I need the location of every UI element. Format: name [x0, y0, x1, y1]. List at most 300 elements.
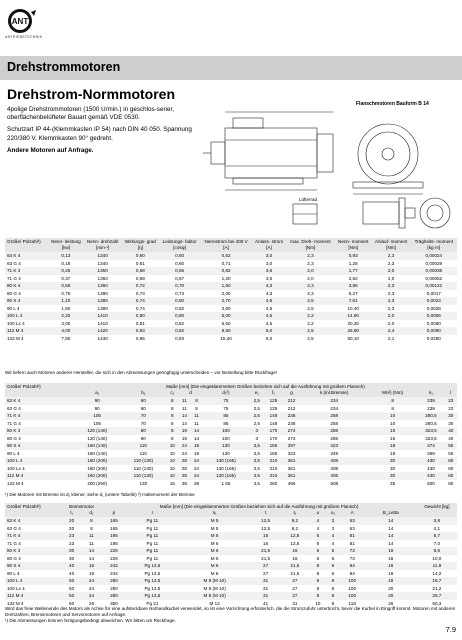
- column-header: Nennstrom bei 400 V: [200, 238, 252, 244]
- table-cell: 12,5: [261, 525, 271, 531]
- table-cell: 130: [139, 480, 148, 486]
- table-cell: 239: [417, 397, 444, 405]
- table-cell: 132 M 4: [7, 480, 24, 486]
- table-cell: 132 M 4: [7, 335, 24, 341]
- table-cell: 80: [140, 435, 146, 441]
- table-cell: 26,90: [335, 327, 372, 335]
- table-cell: 50: [445, 442, 457, 450]
- table-cell: 1,20: [221, 275, 231, 281]
- table-cell: 2,5: [253, 405, 260, 411]
- intro-paragraph-1: 4polige Drehstrommotoren (1500 U/min.) in geschlos-sener, oberflächenbelüfteter Bauart gemäß VDE 0530.: [7, 106, 174, 122]
- table-row: [5, 260, 457, 268]
- table-cell: 4: [331, 540, 335, 546]
- table-cell: 406: [301, 472, 368, 480]
- table-cell: 14: [178, 412, 190, 420]
- table-cell: 160 (200): [74, 457, 121, 465]
- table-cell: 2,2: [307, 320, 314, 326]
- table-cell: 0,37: [61, 275, 71, 281]
- table-cell: 8: [195, 405, 198, 411]
- table-row: [5, 517, 457, 525]
- table-cell: 0,69: [135, 275, 145, 281]
- table-cell: 16: [365, 547, 417, 555]
- table-cell: 2,5: [249, 412, 264, 420]
- table-row: [5, 585, 457, 593]
- table-cell: 1380: [84, 297, 122, 305]
- intro-paragraph-3: Andere Motoren auf Anfrage.: [7, 146, 94, 154]
- table-cell: 41: [263, 600, 269, 606]
- table-cell: 105: [74, 412, 121, 420]
- table-cell: 0,82: [159, 327, 200, 335]
- table-cell: 120 (140): [87, 435, 107, 441]
- table-cell: 600: [427, 480, 435, 486]
- table-cell: 0,0028: [426, 305, 441, 311]
- table-cell: 238: [283, 412, 301, 420]
- table-cell: 170: [264, 427, 282, 435]
- column-header: max. Dreh- moment: [286, 238, 335, 244]
- column-header: l₁: [62, 509, 82, 517]
- table-cell: 132 M 4: [7, 600, 24, 606]
- table-cell: Pg 11: [146, 525, 159, 531]
- table-cell: 0,83: [122, 327, 160, 335]
- table-cell: Pg 11: [146, 555, 159, 561]
- table-cell: 430: [427, 465, 435, 471]
- table-cell: 2,5: [249, 397, 264, 405]
- table-cell: 3,5: [249, 457, 264, 465]
- table-cell: 2,5: [307, 335, 314, 341]
- table-cell: 31: [292, 600, 298, 606]
- table-row: [5, 442, 457, 450]
- table-cell: 100 L 4: [5, 312, 48, 320]
- electrical-data-table: [5, 238, 457, 342]
- table-cell: 5,7: [417, 532, 457, 540]
- column-header: d₁: [82, 509, 102, 517]
- table-cell: 0,0023: [411, 297, 457, 305]
- unit-cell: [min-¹]: [84, 244, 122, 252]
- column-header: g: [283, 389, 301, 397]
- table-cell: 6: [310, 547, 327, 555]
- table-cell: 5: [310, 532, 327, 540]
- table-cell: 4: [310, 517, 327, 525]
- table-cell: 322: [287, 450, 296, 456]
- table-cell: 323,5: [425, 435, 437, 441]
- table-cell: 2,3: [387, 290, 395, 296]
- table-cell: 508: [330, 480, 339, 486]
- table-cell: 0,70: [159, 282, 200, 290]
- table-cell: 0,0017: [426, 290, 441, 296]
- table-cell: 14,90: [335, 312, 372, 320]
- table-cell: M 12: [209, 600, 220, 606]
- table-cell: 226: [110, 555, 118, 561]
- column-header: Größe/ Polzahl¹): [5, 503, 62, 517]
- section-heading: Drehstrom-Normmotoren: [7, 86, 176, 102]
- column-header: Nenn- moment: [335, 238, 372, 244]
- table-cell: 63: [340, 517, 365, 525]
- dimension-table: [5, 383, 457, 487]
- page-number: 7.9: [445, 625, 456, 634]
- table-cell: 18: [368, 442, 418, 450]
- table-cell: 14: [88, 555, 95, 561]
- table-cell: 10,0: [432, 555, 442, 561]
- table-cell: 20: [62, 517, 82, 525]
- table-unit-row: [5, 244, 457, 252]
- table-cell: 27: [263, 570, 269, 576]
- table-cell: 11: [182, 405, 187, 411]
- table-header-row: [5, 509, 457, 517]
- table-cell: 195: [101, 532, 126, 540]
- table-cell: 15,40: [220, 335, 232, 341]
- table-cell: 100: [340, 577, 365, 585]
- table-cell: 84: [349, 570, 355, 576]
- table-cell: 27: [280, 577, 309, 585]
- table-cell: 0,68: [122, 267, 160, 275]
- table-cell: Pg 13,5: [126, 577, 178, 585]
- table-cell: 10,40: [347, 305, 359, 311]
- table-cell: 323: [301, 442, 368, 450]
- table-row: [5, 592, 457, 600]
- table-cell: 1340: [84, 252, 122, 260]
- table-cell: 0,85: [135, 335, 145, 341]
- table-cell: 20: [365, 592, 417, 600]
- table-cell: 6,0: [265, 335, 273, 341]
- table-cell: 63 G 4: [7, 525, 21, 531]
- table-cell: 10: [166, 472, 178, 480]
- table-cell: 0,75: [61, 290, 71, 296]
- table-cell: 8: [368, 397, 418, 405]
- table-cell: 258: [301, 412, 368, 420]
- table-cell: 40: [62, 562, 82, 570]
- column-header: Anlauf- moment: [372, 238, 411, 244]
- table-cell: 20,30: [347, 320, 359, 326]
- table-row: [5, 252, 457, 260]
- table-cell: 73: [340, 547, 365, 555]
- table-row: [5, 450, 457, 458]
- table-cell: 10: [169, 450, 175, 456]
- table-row: [5, 312, 457, 320]
- table-cell: 160 (140): [87, 450, 107, 456]
- column-header: Nenn- leistung: [48, 238, 84, 244]
- table-cell: 14: [181, 420, 187, 426]
- table-cell: 3,5: [253, 465, 260, 471]
- table-cell: 4,5: [265, 320, 273, 326]
- table-cell: 8: [310, 562, 327, 570]
- table-cell: 0,67: [175, 275, 185, 281]
- table-cell: 10: [166, 457, 178, 465]
- table-cell: 2,3: [307, 260, 314, 266]
- table-cell: 212: [283, 397, 301, 405]
- table-cell: 0,60: [175, 260, 185, 266]
- unit-cell: [Nm]: [286, 244, 335, 252]
- table-cell: 280,5: [417, 412, 444, 420]
- column-header: b₁: [120, 389, 166, 397]
- table-cell: 1430: [97, 335, 108, 341]
- table-cell: 0,83: [175, 335, 185, 341]
- table-cell: 0,82: [200, 267, 252, 275]
- table-cell: 8: [170, 420, 174, 426]
- table-cell: 285: [301, 427, 368, 435]
- table-cell: 3: [255, 435, 259, 441]
- table-cell: 8: [170, 435, 174, 441]
- table-row: [5, 480, 457, 488]
- table-cell: 408: [301, 457, 368, 465]
- table-cell: 3,8: [417, 517, 457, 525]
- table-cell: 0,72: [122, 282, 160, 290]
- table-cell: 3,5: [249, 442, 264, 450]
- table-cell: 23: [445, 397, 457, 405]
- table-cell: 35: [390, 480, 396, 486]
- group-header: Maße [mm] (Die eingeklammerten Größen beziehen sich auf die Ausführung mit großem Flansch): [74, 383, 457, 389]
- table-cell: 11: [89, 540, 94, 546]
- table-cell: 10: [315, 600, 321, 606]
- table-cell: 60: [120, 397, 166, 405]
- table-cell: 125: [264, 397, 282, 405]
- table-cell: 14: [190, 427, 202, 435]
- table-row: [5, 540, 457, 548]
- table-cell: 90 L 4: [7, 450, 20, 456]
- unit-cell: [kw]: [48, 244, 84, 252]
- table-cell: 27: [251, 562, 280, 570]
- table-cell: 14: [365, 517, 417, 525]
- table-cell: 23: [69, 540, 75, 546]
- table-cell: 84: [340, 562, 365, 570]
- note-brake: ¹) Die Motoren mit Bremse ist d₁ kleiner, siehe d₁ (untere Tabelle) ²) Haltemoment der Bremse: [5, 492, 195, 497]
- table-cell: 19: [82, 562, 102, 570]
- table-cell: 130 (165): [216, 465, 236, 471]
- table-cell: 258: [330, 420, 339, 426]
- table-cell: 5,00: [200, 312, 252, 320]
- table-cell: 71 G 4: [7, 420, 21, 426]
- table-cell: 63 G 4: [7, 260, 21, 266]
- table-cell: 8: [331, 600, 335, 606]
- table-cell: 348: [330, 450, 339, 456]
- flange-label: Flanschmotoren Bauform B 14: [356, 101, 429, 107]
- table-cell: 21,5: [280, 562, 309, 570]
- table-cell: 10: [169, 465, 175, 471]
- table-cell: 5: [326, 547, 339, 555]
- table-cell: 361: [287, 465, 296, 471]
- note-handcrank: Wird das freie Wellenende des Motors als Achse für eine aufsteckbare Nothandkurbel verwendet, so ist eine Vorrichtung erforderlich, die die Stromzufuhr unterbricht, bevor die Kurbel in Eingriff kommt. Motoren mit anderen Drehzahlen, Bremsmotoren und Servomotoren auf Anfrage.: [5, 606, 456, 617]
- table-cell: 130: [222, 450, 230, 456]
- table-cell: 4,3: [265, 290, 273, 296]
- table-cell: 30: [445, 412, 457, 420]
- table-cell: 280: [101, 577, 126, 585]
- group-header: Maße [mm] (Die eingeklammerten Größen beziehen sich auf die Ausführung mit großem Flansch): [101, 503, 416, 509]
- table-cell: 3,5: [265, 275, 273, 281]
- table-cell: 10: [368, 412, 418, 420]
- table-cell: 0,61: [135, 260, 145, 266]
- table-cell: 12,5: [280, 532, 309, 540]
- table-cell: 6: [316, 555, 320, 561]
- column-header: Anlass- strom: [252, 238, 286, 244]
- table-cell: 90: [94, 405, 100, 411]
- table-row: [5, 435, 457, 443]
- table-cell: 110: [139, 450, 147, 456]
- table-cell: 0,73: [135, 290, 145, 296]
- table-row: [5, 532, 457, 540]
- table-cell: 2,5: [286, 327, 335, 335]
- table-cell: 118: [348, 600, 356, 606]
- table-cell: 210: [264, 457, 282, 465]
- table-cell: 8: [166, 397, 178, 405]
- table-cell: 165: [110, 525, 118, 531]
- table-cell: 90 S 4: [5, 562, 62, 570]
- table-cell: 14: [388, 525, 394, 531]
- table-row: [5, 290, 457, 298]
- table-cell: 20: [388, 585, 394, 591]
- table-row: [5, 412, 457, 420]
- table-cell: 21,5: [251, 547, 280, 555]
- table-row: [5, 327, 457, 335]
- table-cell: 0,18: [61, 260, 71, 266]
- table-cell: 430: [417, 472, 444, 480]
- table-row: [5, 420, 457, 428]
- table-cell: 11,9: [417, 562, 457, 570]
- table-cell: 60: [140, 405, 146, 411]
- column-header: Wirkungs- grad: [122, 238, 160, 244]
- table-cell: Pg 21: [146, 600, 159, 606]
- table-cell: Pg 11: [146, 540, 159, 546]
- table-cell: 71 K 4: [5, 532, 62, 540]
- table-cell: 7,50: [61, 335, 71, 341]
- table-cell: 0,00122: [411, 282, 457, 290]
- table-cell: 148: [269, 420, 278, 426]
- table-cell: 16: [388, 570, 394, 576]
- table-cell: 30: [69, 555, 75, 561]
- table-cell: 210: [269, 465, 278, 471]
- table-cell: 3,5: [252, 267, 286, 275]
- logo-text: ANT: [11, 17, 29, 26]
- table-cell: 23: [448, 405, 454, 411]
- table-cell: 19: [88, 570, 95, 576]
- table-row: [5, 427, 457, 435]
- table-cell: 12,5: [290, 540, 300, 546]
- table-cell: 399: [427, 450, 435, 456]
- table-cell: 148: [264, 412, 282, 420]
- table-cell: 361: [283, 457, 301, 465]
- table-cell: M 6: [210, 555, 219, 561]
- table-cell: 3: [326, 517, 339, 525]
- table-cell: 80: [120, 427, 166, 435]
- column-header: k (inl.Bremse): [301, 389, 368, 397]
- table-cell: 4,3: [252, 282, 286, 290]
- table-cell: 19: [181, 435, 187, 441]
- table-cell: 2,0: [387, 320, 395, 326]
- table-cell: 350: [110, 600, 118, 606]
- table-cell: 8: [90, 525, 93, 531]
- table-cell: 81: [349, 540, 355, 546]
- table-row: [5, 555, 457, 563]
- table-row: [5, 282, 457, 290]
- table-row: [5, 547, 457, 555]
- table-cell: 80: [448, 480, 454, 486]
- table-cell: 280: [110, 585, 118, 591]
- table-cell: 2,3: [372, 297, 411, 305]
- table-cell: 100 L 4: [5, 457, 74, 465]
- table-cell: 80 G 4: [7, 290, 21, 296]
- table-cell: 1,28: [348, 260, 358, 266]
- table-cell: 3,00: [61, 320, 71, 326]
- table-cell: 430: [417, 457, 444, 465]
- table-cell: 0,82: [175, 320, 185, 326]
- table-cell: 5,0: [252, 327, 286, 335]
- column-header: Gewicht [kg]: [417, 503, 457, 517]
- table-cell: 361: [283, 472, 301, 480]
- table-cell: 8: [316, 585, 320, 591]
- column-header: Nenn- drehzahl: [84, 238, 122, 244]
- table-cell: 3,86: [335, 282, 372, 290]
- table-row: [5, 472, 457, 480]
- table-cell: 0,73: [175, 290, 185, 296]
- table-row: [5, 457, 457, 465]
- column-header: p: [101, 509, 126, 517]
- table-cell: 120 (140): [74, 427, 121, 435]
- table-cell: 31: [251, 592, 280, 600]
- brand-subtext: ANTRIEBSTECHNIK: [5, 35, 43, 39]
- table-cell: 0,81: [135, 320, 145, 326]
- table-cell: 30: [368, 472, 418, 480]
- table-cell: 60: [445, 472, 457, 480]
- table-cell: 160 (140): [74, 442, 121, 450]
- table-cell: 20: [69, 525, 75, 531]
- column-header: t: [251, 509, 280, 517]
- table-cell: 81: [340, 532, 365, 540]
- table-cell: 496: [287, 480, 296, 486]
- luefterrad-label: Lüfterrad: [299, 197, 318, 202]
- table-cell: 2,0: [387, 275, 395, 281]
- column-header: c₁: [166, 389, 178, 397]
- table-cell: 0,00052: [425, 275, 443, 281]
- table-cell: 24: [181, 450, 187, 456]
- column-header: d: [178, 389, 202, 397]
- table-cell: 226: [101, 547, 126, 555]
- table-cell: 24: [178, 442, 190, 450]
- table-cell: 19: [178, 427, 190, 435]
- table-cell: 19: [190, 442, 202, 450]
- table-cell: 30: [62, 547, 82, 555]
- group-header: Bremsmotor: [62, 503, 102, 509]
- table-cell: 110: [120, 442, 166, 450]
- table-cell: 71 G 4: [7, 540, 21, 546]
- table-cell: 75: [203, 397, 250, 405]
- table-cell: 24: [82, 577, 102, 585]
- table-cell: 30: [390, 465, 396, 471]
- column-header: e₁: [249, 389, 264, 397]
- table-cell: 0,0280: [426, 335, 441, 341]
- table-cell: 3,5: [253, 480, 260, 486]
- table-cell: 50: [62, 577, 82, 585]
- table-cell: 70: [120, 412, 166, 420]
- table-cell: 2,62: [348, 275, 358, 281]
- unit-cell: [η]: [122, 244, 160, 252]
- table-cell: 0,0090: [411, 327, 457, 335]
- table-cell: 63 K 4: [5, 252, 48, 260]
- table-cell: 1,10: [48, 297, 84, 305]
- table-cell: 4,00: [48, 327, 84, 335]
- table-row: [5, 275, 457, 283]
- table-cell: 63 G 4: [7, 405, 21, 411]
- table-cell: M 6: [178, 547, 251, 555]
- table-cell: 71 K 4: [5, 412, 74, 420]
- column-header: f₁: [264, 389, 282, 397]
- table-cell: 0,82: [175, 305, 185, 311]
- table-cell: 80 K 4: [5, 427, 74, 435]
- table-cell: 18: [390, 450, 396, 456]
- table-cell: 9,2: [280, 517, 309, 525]
- table-cell: Pg 11: [126, 532, 178, 540]
- table-row: [5, 297, 457, 305]
- table-cell: 90 S 4: [5, 442, 74, 450]
- table-cell: 0,00035: [411, 267, 457, 275]
- table-cell: 71 K 4: [5, 267, 48, 275]
